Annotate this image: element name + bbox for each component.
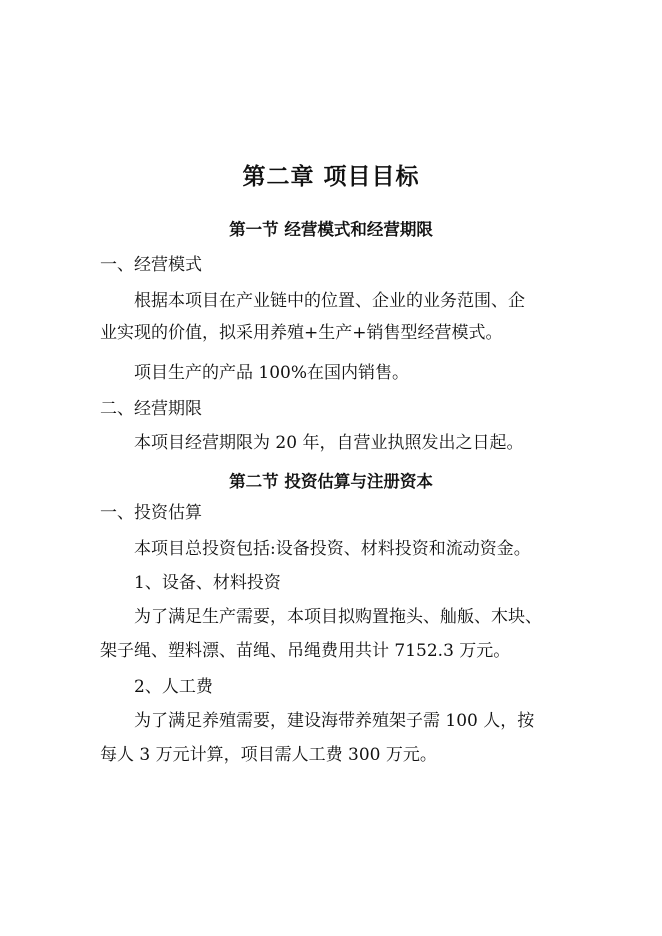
paragraph-line: 本项目总投资包括:设备投资、材料投资和流动资金。 xyxy=(134,539,531,559)
heading-investment-estimate: 一、投资估算 xyxy=(100,503,202,523)
paragraph-line: 根据本项目在产业链中的位置、企业的业务范围、企 xyxy=(134,291,525,311)
paragraph-line: 每人 3 万元计算，项目需人工费 300 万元。 xyxy=(100,745,437,765)
subheading-labor-cost: 2、人工费 xyxy=(134,677,213,697)
section-1-title: 第一节 经营模式和经营期限 xyxy=(229,220,433,239)
paragraph-line: 项目生产的产品 100%在国内销售。 xyxy=(134,363,410,383)
paragraph-line: 架子绳、塑料漂、苗绳、吊绳费用共计 7152.3 万元。 xyxy=(100,641,511,661)
heading-operating-period: 二、经营期限 xyxy=(100,399,202,419)
subheading-equipment-materials: 1、设备、材料投资 xyxy=(134,573,281,593)
paragraph-line: 本项目经营期限为 20 年，自营业执照发出之日起。 xyxy=(134,433,524,453)
paragraph-line: 为了满足生产需要，本项目拟购置拖头、舢舨、木块、 xyxy=(134,607,542,627)
paragraph-line: 为了满足养殖需要，建设海带养殖架子需 100 人，按 xyxy=(134,711,535,731)
section-2-title: 第二节 投资估算与注册资本 xyxy=(229,472,433,491)
heading-business-model: 一、经营模式 xyxy=(100,255,202,275)
paragraph-line: 业实现的价值，拟采用养殖+生产+销售型经营模式。 xyxy=(100,323,503,343)
chapter-title: 第二章 项目目标 xyxy=(242,163,420,190)
